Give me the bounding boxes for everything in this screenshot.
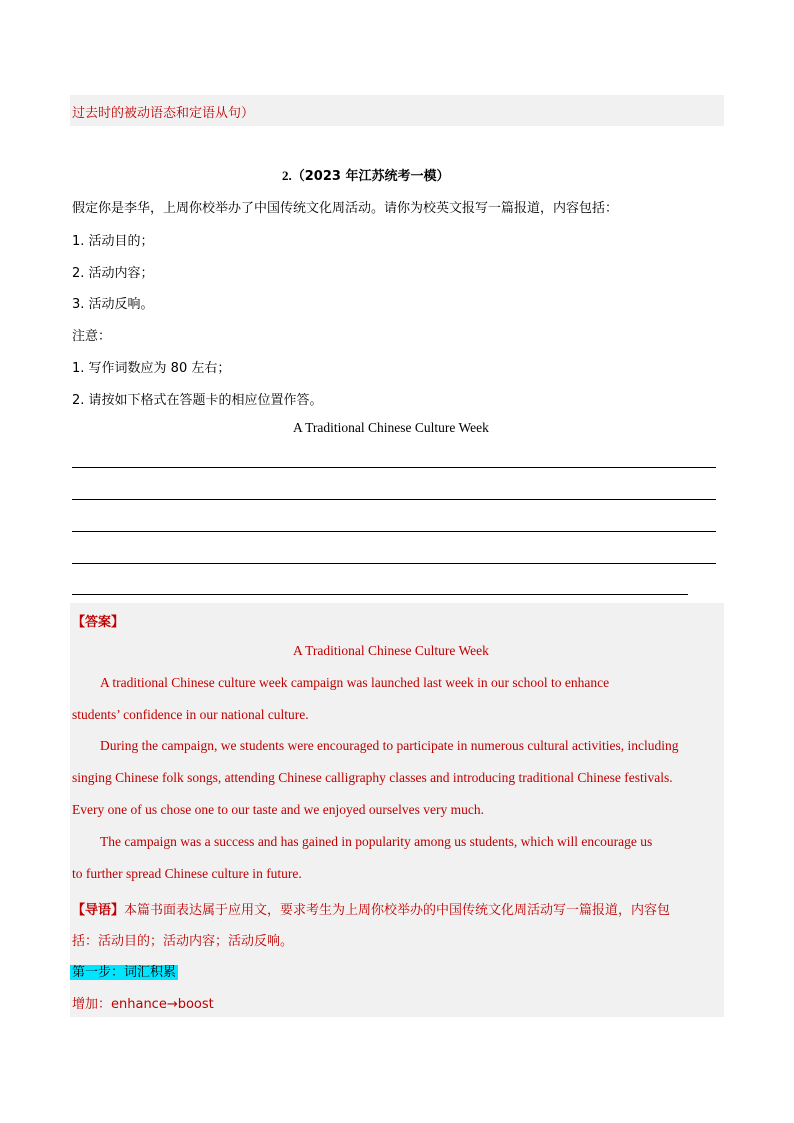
question-heading xyxy=(282,165,449,184)
question-prompt: 假定你是李华，上周你校举办了中国传统文化周活动。请你为校英文报写一篇报道，内容包括： xyxy=(72,201,619,216)
answer-title: A Traditional Chinese Culture Week xyxy=(293,643,489,658)
top-note: 过去时的被动语态和定语从句） xyxy=(72,106,255,121)
writing-line xyxy=(72,467,716,468)
essay-title: A Traditional Chinese Culture Week xyxy=(293,420,489,435)
answer-line: Every one of us chose one to our taste and we enjoyed ourselves very much. xyxy=(72,802,485,817)
step1-label-wrap xyxy=(70,961,178,980)
answer-line: The campaign was a success and has gained in popularity among us students, which will encourage us xyxy=(100,834,653,849)
guide-label: 【导语】 xyxy=(72,903,125,918)
answer-line: students’ confidence in our national culture. xyxy=(72,707,309,722)
note-1: 1. 写作词数应为 80 左右； xyxy=(72,361,231,376)
note-2: 2. 请按如下格式在答题卡的相应位置作答。 xyxy=(72,393,323,408)
notes-label: 注意： xyxy=(72,329,112,344)
step1-line: 增加：enhance→boost xyxy=(72,997,214,1012)
answer-line: A traditional Chinese culture week campaign was launched last week in our school to enhance xyxy=(100,675,610,690)
point-2: 2. 活动内容； xyxy=(72,266,154,281)
point-1: 1. 活动目的； xyxy=(72,234,154,249)
writing-line xyxy=(72,594,688,595)
guide-line-1 xyxy=(72,899,670,918)
point-3: 3. 活动反响。 xyxy=(72,297,154,312)
answer-line: to further spread Chinese culture in future. xyxy=(72,866,302,881)
answer-line: singing Chinese folk songs, attending Chinese calligraphy classes and introducing traditional Chinese festivals. xyxy=(72,770,673,785)
writing-line xyxy=(72,531,716,532)
answer-line: During the campaign, we students were encouraged to participate in numerous cultural activities, including xyxy=(100,738,679,753)
step1-label: 第一步：词汇积累 xyxy=(72,965,177,980)
writing-line xyxy=(72,499,716,500)
guide-line-2: 括：活动目的；活动内容；活动反响。 xyxy=(72,934,294,949)
question-source: （2023 年江苏统考一模） xyxy=(291,169,450,184)
question-number: 2. xyxy=(282,168,292,183)
writing-line xyxy=(72,563,716,564)
guide-text-1: 本篇书面表达属于应用文，要求考生为上周你校举办的中国传统文化周活动写一篇报道，内容包 xyxy=(124,903,671,918)
answer-label: 【答案】 xyxy=(72,615,125,630)
